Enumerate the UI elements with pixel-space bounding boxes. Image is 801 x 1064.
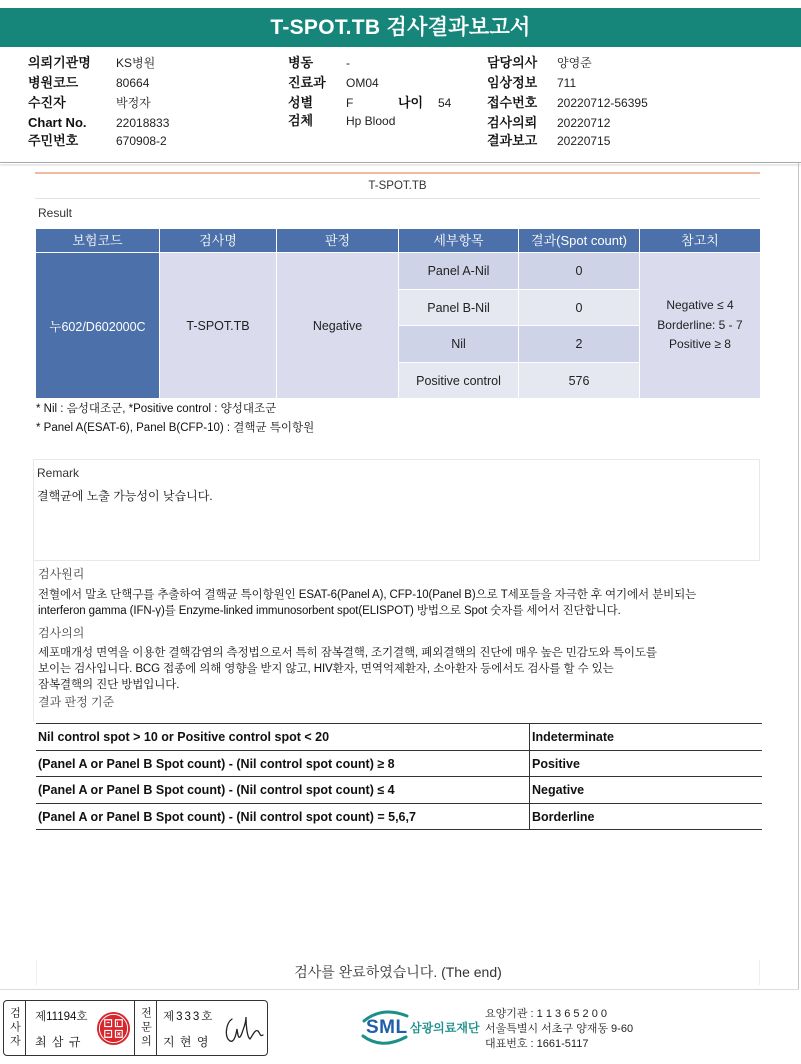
insurance-code: 누602/D602000C	[49, 319, 146, 334]
request-date-value: 20220712	[557, 116, 611, 130]
organization-code: 요양기관 : 1 1 3 6 5 2 0 0	[485, 1008, 608, 1020]
criteria-table	[36, 723, 762, 830]
doctor-label: 담당의사	[487, 55, 538, 70]
principle-line: interferon gamma (IFN-γ)를 Enzyme-linked immunosorbent spot(ELISPOT) 방법으로 Spot 숫자를 세어서 진단합니다.	[38, 605, 621, 617]
spot-count-cell	[519, 290, 639, 325]
principle-line: 전혈에서 말초 단핵구를 추출하여 결핵균 특이항원인 ESAT-6(Panel A), CFP-10(Panel B)으로 T세포들을 자극한 후 여기에서 분비되는	[38, 589, 697, 601]
age-value: 54	[438, 96, 452, 110]
section-divider	[35, 198, 760, 199]
detail-item-cell	[399, 363, 518, 398]
test-name-cell	[160, 253, 276, 398]
spot-count-cell	[519, 253, 639, 289]
chart-no-label: Chart No.	[28, 115, 87, 130]
detail-item-cell	[399, 253, 518, 289]
criteria-row	[36, 723, 762, 750]
patient-value: 박정자	[116, 96, 151, 110]
report-title: T-SPOT.TB 검사결과보고서	[270, 16, 531, 39]
reference-positive: Positive ≥ 8	[669, 337, 731, 352]
detail-item-cell	[399, 290, 518, 325]
report-header	[0, 8, 801, 47]
significance-line: 잠복결핵의 진단 방법입니다.	[38, 679, 180, 691]
criteria-condition: (Panel A or Panel B Spot count) - (Nil control spot count) ≥ 8	[38, 756, 395, 771]
tester-license: 제11194호	[35, 1011, 88, 1023]
detail-item-cell	[399, 326, 518, 362]
criteria-result: Positive	[529, 751, 762, 776]
criteria-condition: (Panel A or Panel B Spot count) - (Nil control spot count) ≤ 4	[38, 783, 395, 797]
clinical-info-value: 711	[557, 76, 577, 90]
col-header-spot-count: 결과(Spot count)	[519, 229, 639, 252]
organization-name: 삼광의료재단	[410, 1021, 480, 1035]
result-label: Result	[38, 206, 73, 220]
age-label: 나이	[398, 95, 424, 110]
detail-item-name: Panel A-Nil	[427, 264, 490, 278]
signature-box	[3, 1000, 268, 1056]
col-header-judgement: 판정	[277, 229, 398, 252]
detail-item-name: Nil	[451, 337, 466, 351]
criteria-condition: (Panel A or Panel B Spot count) - (Nil control spot count) = 5,6,7	[38, 809, 416, 824]
col-header-reference: 참고치	[640, 229, 760, 252]
criteria-row	[36, 750, 762, 776]
frame-right-border	[798, 163, 799, 990]
clinical-info-label: 임상정보	[487, 75, 538, 90]
header-divider	[0, 162, 801, 164]
frame-bottom-border	[0, 989, 799, 990]
specialist-role-column	[134, 1001, 157, 1055]
criteria-row	[36, 776, 762, 803]
remark-label: Remark	[37, 466, 80, 480]
remark-text: 결핵균에 노출 가능성이 낮습니다.	[37, 489, 213, 503]
receipt-no-label: 접수번호	[487, 95, 538, 110]
seal-stamp-icon	[96, 1011, 131, 1046]
sex-value: F	[346, 96, 354, 110]
insurance-code-cell	[36, 253, 159, 398]
ward-value: -	[346, 56, 350, 70]
spot-count-value: 576	[568, 373, 590, 388]
institution-label: 의뢰기관명	[28, 55, 91, 70]
hospital-code-value: 80664	[116, 76, 150, 90]
col-header-detail-item: 세부항목	[399, 229, 518, 252]
significance-label: 검사의의	[38, 626, 85, 640]
principle-label: 검사원리	[38, 567, 85, 581]
specialist-license: 제333호	[163, 1011, 215, 1023]
reference-negative: Negative ≤ 4	[666, 298, 734, 313]
detail-item-name: Panel B-Nil	[427, 300, 490, 315]
judgement-cell	[277, 253, 398, 398]
significance-line: 세포매개성 면역을 이용한 결핵감염의 측정법으로서 특히 잠복결핵, 조기결핵, 폐외결핵의 진단에 매우 높은 민감도와 특이도를	[38, 647, 657, 659]
criteria-condition: Nil control spot > 10 or Positive control spot < 20	[38, 730, 330, 744]
criteria-result: Negative	[529, 777, 762, 803]
col-header-test-name: 검사명	[160, 229, 276, 252]
spot-count-cell	[519, 326, 639, 362]
reference-borderline: Borderline: 5 - 7	[657, 317, 743, 332]
specialist-role: 전문의	[139, 1007, 152, 1049]
section-accent-line	[35, 172, 760, 174]
report-date-label: 결과보고	[487, 133, 538, 148]
criteria-label: 결과 판정 기준	[38, 695, 115, 709]
description-frame-line	[33, 560, 34, 722]
reference-cell	[640, 253, 760, 398]
col-header-insurance-code: 보험코드	[36, 229, 159, 252]
criteria-row	[36, 803, 762, 830]
hospital-code-label: 병원코드	[28, 75, 79, 90]
tester-role: 검사자	[8, 1007, 21, 1049]
spot-count-value: 0	[575, 300, 583, 315]
judgement: Negative	[312, 318, 363, 333]
organization-phone: 대표번호 : 1661-5117	[485, 1038, 589, 1050]
criteria-result: Borderline	[529, 804, 762, 829]
receipt-no-value: 20220712-56395	[557, 96, 648, 110]
detail-item-name: Positive control	[416, 373, 501, 388]
remark-box	[33, 459, 760, 561]
specimen-value: Hp Blood	[346, 114, 396, 128]
ward-label: 병동	[288, 55, 314, 70]
test-name: T-SPOT.TB	[186, 318, 250, 333]
doctor-value: 양영준	[557, 56, 592, 70]
sex-label: 성별	[288, 95, 314, 110]
significance-line: 보이는 검사입니다. BCG 접종에 의해 영향을 받지 않고, HIV환자, 면역억제환자, 소아환자 등에서도 검사를 할 수 있는	[38, 663, 614, 675]
department-label: 진료과	[288, 75, 326, 90]
tester-role-column	[4, 1001, 26, 1055]
sml-logo-text: SML	[366, 1017, 408, 1038]
footnote-antigens: * Panel A(ESAT-6), Panel B(CFP-10) : 결핵균 특이항원	[36, 422, 315, 434]
patient-label: 수진자	[28, 95, 66, 110]
spot-count-cell	[519, 363, 639, 398]
report-date-value: 20220715	[557, 134, 611, 148]
resident-no-label: 주민번호	[28, 133, 79, 148]
specialist-name: 지 현 영	[163, 1035, 210, 1049]
resident-no-value: 670908-2	[116, 134, 167, 148]
end-text: 검사를 완료하였습니다. (The end)	[36, 960, 760, 985]
footnote-controls: * Nil : 음성대조군, *Positive control : 양성대조군	[36, 403, 277, 415]
chart-no-value: 22018833	[116, 116, 170, 130]
tester-name: 최 삼 규	[35, 1035, 82, 1049]
section-title: T-SPOT.TB	[368, 180, 427, 192]
organization-address: 서울특별시 서초구 양재동 9-60	[485, 1023, 634, 1035]
signature-icon	[222, 1011, 266, 1047]
criteria-result: Indeterminate	[529, 724, 762, 750]
institution-value: KS병원	[116, 56, 156, 70]
spot-count-value: 2	[575, 337, 583, 351]
specimen-label: 검체	[288, 113, 314, 128]
spot-count-value: 0	[575, 264, 583, 278]
request-date-label: 검사의뢰	[487, 115, 538, 130]
department-value: OM04	[346, 76, 379, 90]
